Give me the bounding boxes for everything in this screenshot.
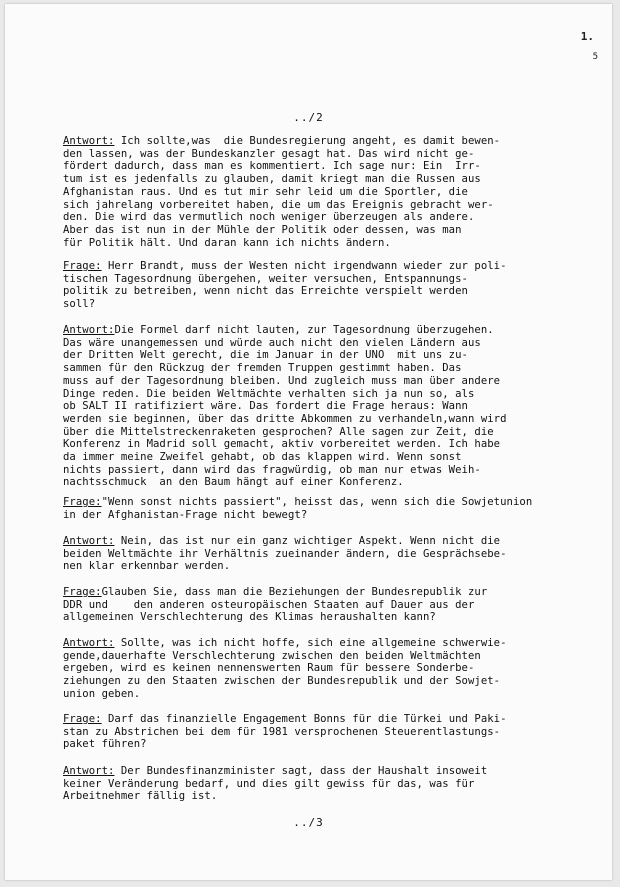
question-paragraph (63, 496, 583, 521)
paragraph-line: sammen für den Rückzug der fremden Truppen gestimmt haben. Das (63, 362, 462, 375)
document-page (5, 4, 612, 880)
paragraph-line: da immer meine Zweifel gehabt, ob das klappen wird. Wenn sonst (63, 451, 462, 464)
paragraph-line: tum ist es jedenfalls zu glauben, damit kriegt man die Russen aus (63, 173, 481, 186)
speaker-label: Antwort: (63, 135, 115, 147)
paragraph-line: sich jahrelang vorbereitet haben, die um das Ereignis gebracht wer- (63, 198, 494, 211)
answer-paragraph (63, 324, 583, 489)
speaker-label: Antwort: (63, 637, 115, 649)
answer-paragraph (63, 637, 583, 701)
paragraph-line: allgemeinen Verschlechterung des Klimas heraushalten kann? (63, 611, 436, 624)
speaker-label: Antwort: (63, 535, 115, 547)
paragraph-line: ziehungen zu den Staaten zwischen der Bundesrepublik und der Sowjet- (63, 675, 501, 688)
paragraph-line: nichts passiert, dann wird das fragwürdig, ob man nur etwas Weih- (63, 463, 481, 476)
speaker-label: Frage: (63, 713, 102, 725)
paragraph-line: fördert dadurch, dass man es kommentiert. Ich sage nur: Ein Irr- (63, 160, 481, 173)
paragraph-line: beiden Weltmächte ihr Verhältnis zueinander ändern, die Gesprächsebe- (63, 547, 507, 560)
answer-paragraph (63, 135, 583, 249)
speaker-label: Frage: (63, 496, 102, 508)
paragraph-line: den lassen, was der Bundeskanzler gesagt hat. Das wird nicht ge- (63, 147, 475, 160)
paragraph-line: nen klar erkennbar werden. (63, 560, 231, 573)
paragraph-line: gende,dauerhafte Verschlechterung zwischen den beiden Weltmächten (63, 649, 481, 662)
paragraph-line: keiner Veränderung bedarf, und dies gilt gewiss für das, was für (63, 777, 475, 790)
paragraph-line: werden sie beginnen, über das dritte Abkommen zu verhandeln,wann wird (63, 412, 507, 425)
paragraph-line: Sollte, was ich nicht hoffe, sich eine allgemeine schwerwie- (114, 637, 507, 649)
speaker-label: Antwort: (63, 324, 115, 336)
paragraph-line: muss auf der Tagesordnung bleiben. Und zugleich muss man über andere (63, 374, 501, 387)
paragraph-line: Die Formel darf nicht lauten, zur Tagesordnung überzugehen. (114, 324, 494, 336)
paragraph-line: Arbeitnehmer fällig ist. (63, 790, 218, 803)
paragraph-line: den. Die wird das vermutlich noch weniger überzeugen als andere. (63, 211, 475, 224)
paragraph-line: soll? (63, 298, 96, 311)
paragraph-line: Nein, das ist nur ein ganz wichtiger Aspekt. Wenn nicht die (114, 535, 501, 547)
page-number: ../2 (293, 111, 324, 124)
paragraph-line: union geben. (63, 687, 141, 700)
question-paragraph (63, 586, 583, 624)
paragraph-line: ob SALT II ratifiziert wäre. Das fordert die Frage heraus: Wann (63, 400, 468, 413)
paragraph-line: Ich sollte,was die Bundesregierung angeht, es damit bewen- (114, 135, 501, 147)
paragraph-line: nachtsschmuck an den Baum hängt auf einer Konferenz. (63, 476, 404, 489)
paragraph-line: "Wenn sonst nichts passiert", heisst das, wenn sich die Sowjetunion (101, 496, 533, 508)
page-mark: 1. (580, 30, 594, 43)
paragraph-line: tischen Tagesordnung übergehen, weiter versuchen, Entspannungs- (63, 272, 468, 285)
paragraph-line: Aber das ist nun in der Mühle der Politik oder dessen, was man (63, 223, 462, 236)
paragraph-line: für Politik hält. Und daran kann ich nichts ändern. (63, 236, 391, 249)
paragraph-line: Das wäre unangemessen und würde auch nicht den vielen Ländern aus (63, 336, 481, 349)
next-page-number: ../3 (293, 816, 324, 829)
paragraph-line: der Dritten Welt gerecht, die im Januar in der UNO mit uns zu- (63, 349, 468, 362)
page-mark-small: 5 (592, 52, 598, 62)
question-paragraph (63, 713, 583, 751)
question-paragraph (63, 260, 583, 311)
paragraph-line: über die Mittelstreckenraketen gesprochen? Alle sagen zur Zeit, die (63, 425, 494, 438)
paragraph-line: in der Afghanistan-Frage nicht bewegt? (63, 508, 308, 521)
paragraph-line: politik zu betreiben, wenn nicht das Erreichte verspielt werden (63, 285, 468, 298)
paragraph-line: Darf das finanzielle Engagement Bonns für die Türkei und Paki- (101, 713, 507, 725)
answer-paragraph (63, 535, 583, 573)
paragraph-line: Der Bundesfinanzminister sagt, dass der Haushalt insoweit (114, 765, 488, 777)
paragraph-line: Dinge reden. Die beiden Weltmächte verhalten sich ja nun so, als (63, 387, 475, 400)
paragraph-line: paket führen? (63, 738, 147, 751)
speaker-label: Frage: (63, 260, 102, 272)
paragraph-line: ergeben, wird es keinen nennenswerten Raum für bessere Sonderbe- (63, 662, 475, 675)
speaker-label: Antwort: (63, 765, 115, 777)
paragraph-line: Afghanistan raus. Und es tut mir sehr leid um die Sportler, die (63, 185, 468, 198)
paragraph-line: Konferenz in Madrid soll gemacht, aktiv vorbereitet werden. Ich habe (63, 438, 501, 451)
paragraph-line: Herr Brandt, muss der Westen nicht irgendwann wieder zur poli- (101, 260, 507, 272)
paragraph-line: DDR und den anderen osteuropäischen Staaten auf Dauer aus der (63, 598, 475, 611)
paragraph-line: stan zu Abstrichen bei dem für 1981 versprochenen Steuerentlastungs- (63, 725, 501, 738)
paragraph-line: Glauben Sie, dass man die Beziehungen der Bundesrepublik zur (101, 586, 488, 598)
speaker-label: Frage: (63, 586, 102, 598)
answer-paragraph (63, 765, 583, 803)
